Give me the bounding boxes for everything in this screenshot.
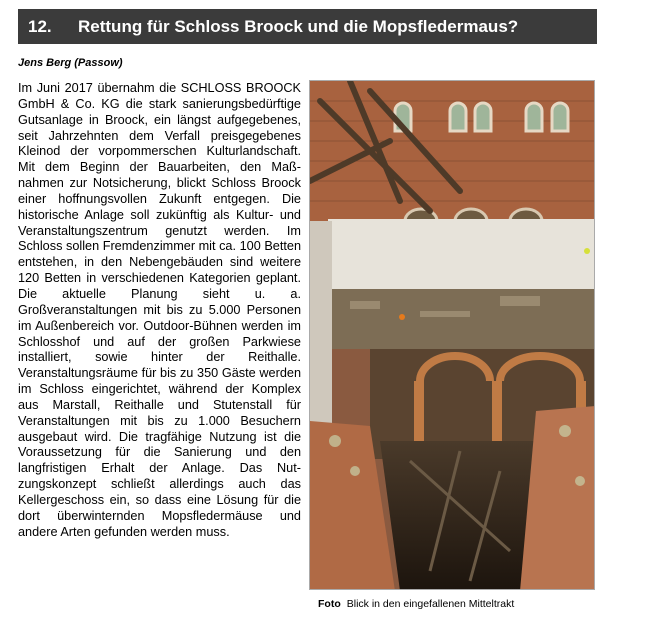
caption-label: Foto: [318, 598, 341, 610]
author-byline: Jens Berg (Passow): [18, 57, 123, 69]
ruin-photo-illustration: [310, 81, 595, 590]
ruin-photo: [309, 80, 595, 590]
section-title: Rettung für Schloss Broock und die Mopsfledermaus?: [78, 16, 519, 36]
section-number: 12.: [28, 16, 52, 36]
photo-caption: [318, 598, 514, 610]
section-heading: [18, 9, 597, 44]
article-body: Im Juni 2017 übernahm die SCHLOSS BROOCK GmbH & Co. KG die stark sanierungsbedürftige Gutsanlage in Broock, ein längst aufgegebenes, seit Jahrzehnten dem Verfall preisgegebenes Kleinod der vorpommerschen Kulturlandschaft. Mit dem Beginn der Bauarbeiten, den Maßnahmen zur Notsicherung, blickt Schloss Broock einer hoffnungsvollen Zukunft entgegen. Die historische Anlage soll zukünftig als Kultur- und Veranstaltungszentrum genutzt werden. Im Schloss sollen Fremdenzimmer mit ca. 100 Betten entstehen, in den Nebengebäuden sind weitere 120 Betten in verschiedenen Kategorien geplant. Die aktuelle Planung sieht u. a. Großveranstaltungen mit bis zu 5.000 Personen im Außenbereich vor. Outdoor-Bühnen werden im Schlosshof und auf der großen Parkwiese installiert, sowie hinter der Reithalle. Veranstaltungsräume für bis zu 350 Gäste werden im Schloss eingerichtet, während der Komplex aus Marstall, Reithalle und Stutenstall für Veranstaltungen mit bis zu 1.000 Besuchern ausgebaut wird. Die tragfähige Nutzung ist die Voraussetzung für die Sanierung und den langfristigen Erhalt der Anlage. Das Nutzungskonzept schließt allerdings auch das Kellergeschoss ein, so dass eine Lösung für die dort überwinternden Mopsfledermäuse und andere Arten gefunden werden muss.: [18, 81, 301, 539]
caption-text: Blick in den eingefallenen Mitteltrakt: [346, 598, 515, 610]
